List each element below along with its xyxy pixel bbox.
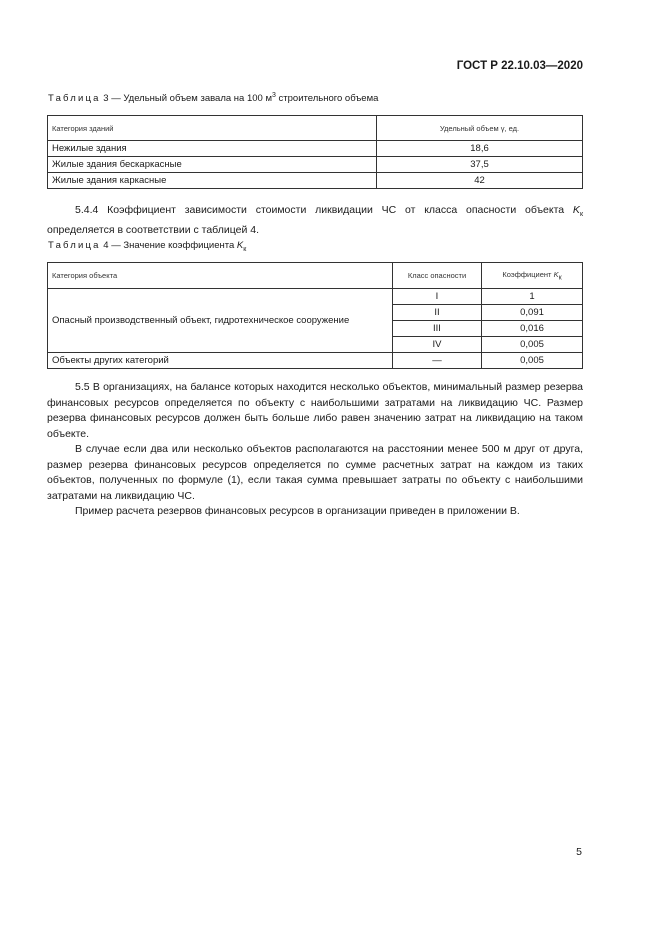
table-row [48, 353, 583, 369]
para-text: 5.4.4 Коэффициент зависимости стоимости ликвидации ЧС от класса опасности объекта [75, 204, 573, 216]
table-row [48, 141, 583, 157]
table-cell: 0,091 [482, 305, 583, 321]
table-4 [47, 262, 583, 369]
table-cell: III [393, 321, 482, 337]
column-header [482, 263, 583, 289]
column-header: Категория объекта [48, 263, 393, 289]
paragraph-5-4-4 [47, 203, 583, 238]
body-paragraphs [47, 380, 583, 520]
caption-label: Таблица [48, 240, 101, 251]
caption-sup: 3 [272, 92, 276, 99]
table-cell: Жилые здания бескаркасные [48, 157, 377, 173]
paragraph-example: Пример расчета резервов финансовых ресурсов в организации приведен в приложении В. [75, 505, 520, 517]
table-cell: IV [393, 337, 482, 353]
column-header: Категория зданий [48, 116, 377, 141]
table-header-row [48, 263, 583, 289]
table-cell: Объекты других категорий [48, 353, 393, 369]
k-subscript: к [579, 211, 583, 219]
k-symbol: K [553, 269, 559, 279]
k-subscript: к [243, 245, 247, 253]
k-symbol: K [236, 240, 244, 251]
table-cell: II [393, 305, 482, 321]
paragraph-distance: В случае если два или несколько объектов располагаются на расстоянии менее 500 м друг от друга, размер резерва финансовых ресурсов определяется по сумме расчетных затрат на каждом из таких объектов, полученных по формуле (1), если такая сумма превышает затраты по объекту с наибольшими затратами на ликвидацию ЧС. [47, 443, 583, 502]
table-cell: 1 [482, 289, 583, 305]
caption-tail: строительного объема [275, 93, 379, 105]
table-cell: 0,016 [482, 321, 583, 337]
table-cell: 42 [377, 173, 583, 189]
caption-text: 3 — Удельный объем завала на 100 м [100, 93, 272, 105]
table4-caption [48, 240, 246, 253]
table-3 [47, 115, 583, 189]
page-number: 5 [576, 846, 582, 858]
table-header-row [48, 116, 583, 141]
table-row [48, 157, 583, 173]
table-cell: 0,005 [482, 353, 583, 369]
column-header: Класс опасности [393, 263, 482, 289]
para-text: определяется в соответствии с таблицей 4. [47, 223, 259, 236]
caption-label: Таблица [48, 93, 101, 105]
table-row [48, 289, 583, 305]
table-cell: Жилые здания каркасные [48, 173, 377, 189]
k-symbol: K [572, 204, 580, 216]
header-text: Коэффициент [502, 269, 554, 279]
group-label-cell: Опасный производственный объект, гидротехническое сооружение [48, 289, 393, 353]
column-header: Удельный объем γ, ед. [377, 116, 583, 141]
paragraph-5-5: 5.5 В организациях, на балансе которых находится несколько объектов, минимальный размер резерва финансовых ресурсов определяется по объекту с наибольшими затратами на ликвидацию ЧС. Размер резерва финансовых ресурсов должен быть больше либо равен значению затрат на ликвидацию на таком объекте. [47, 381, 583, 440]
document-header: ГОСТ Р 22.10.03—2020 [456, 60, 583, 72]
table-cell: 18,6 [377, 141, 583, 157]
k-subscript: к [558, 274, 562, 282]
table3-caption [48, 92, 378, 104]
table-cell: Нежилые здания [48, 141, 377, 157]
table-cell: I [393, 289, 482, 305]
table-row [48, 173, 583, 189]
table-cell: 37,5 [377, 157, 583, 173]
caption-text: 4 — Значение коэффициента [100, 240, 237, 251]
table-cell: 0,005 [482, 337, 583, 353]
table-cell: — [393, 353, 482, 369]
